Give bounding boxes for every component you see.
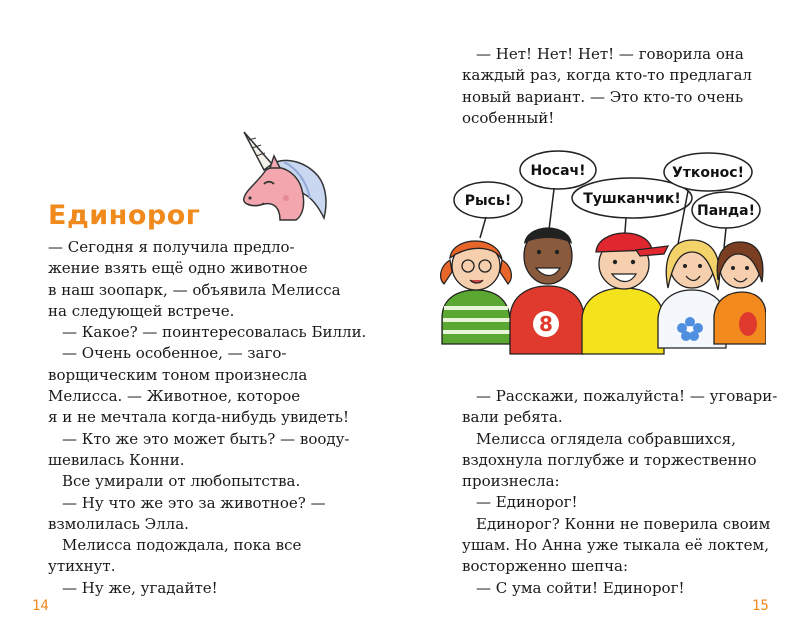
kid-5 [714,242,766,344]
bubble-text-3: Тушканчик! [583,191,681,207]
left-body-text [48,237,366,599]
left-text-line: на следующей встрече. [48,301,235,320]
right-bottom-text-line: — С ума сойти! Единорог! [476,578,685,597]
right-page-number: 15 [752,598,769,614]
left-text-line: я и не мечтала когда-нибудь увидеть! [48,408,349,427]
left-page-number: 14 [32,598,49,614]
right-bottom-text-line: восторженно шепча: [462,557,629,576]
right-bottom-text-line: ушам. Но Анна уже тыкала её локтем, [462,536,769,555]
left-text-line: шевилась Конни. [48,450,185,469]
speech-bubble-lynx [454,182,522,238]
right-bottom-text-line: вали ребята. [462,408,563,427]
left-text-line: Мелисса подождала, пока все [62,536,302,555]
left-text-line: утихнут. [48,557,116,576]
left-text-line: ворщическим тоном произнесла [48,365,308,384]
left-text-line: жение взять ещё одно животное [48,259,308,278]
left-text-line: — Очень особенное, — заго- [62,344,287,363]
bubble-text-4: Утконос! [671,165,745,181]
left-text-line: — Какое? — поинтересовалась Билли. [62,323,367,342]
right-bottom-text-line: произнесла: [462,472,560,491]
right-top-text-line: новый вариант. — Это кто-то очень [462,87,744,106]
speech-bubble-panda [692,192,760,248]
right-top-text [462,44,752,129]
right-bottom-text-line: вздохнула поглубже и торжественно [462,450,757,469]
right-bottom-text-line: — Единорог! [476,493,578,512]
chapter-title: Единорог [48,200,201,231]
kid-1 [441,241,512,344]
right-bottom-text-line: Единорог? Конни не поверила своим [476,514,771,533]
left-text-line: — Ну же, угадайте! [62,578,218,597]
unicorn-illustration [234,128,334,224]
shirt-number: 8 [539,312,553,336]
left-text-line: Мелисса. — Животное, которое [48,387,301,406]
right-bottom-text [462,386,777,599]
left-text-line: в наш зоопарк, — объявила Мелисса [48,280,341,299]
right-top-text-line: — Нет! Нет! Нет! — говорила она [476,45,744,63]
kids-illustration [436,148,766,358]
left-text-line: Все умирали от любопытства. [62,472,301,491]
right-page [400,0,800,640]
right-top-text-line: особенный! [462,108,555,127]
right-top-text-line: каждый раз, когда кто-то предлагал [462,66,752,85]
bubble-text-5: Панда! [697,203,755,219]
left-text-line: взмолилась Элла. [48,514,189,533]
right-bottom-text-line: — Расскажи, пожалуйста! — уговари- [476,387,778,405]
right-bottom-text-line: Мелисса оглядела собравшихся, [476,429,736,448]
kid-3 [582,233,668,354]
kid-2 [510,228,584,355]
left-text-line: — Ну что же это за животное? — [62,493,326,512]
left-text-line: — Сегодня я получила предло- [48,238,295,256]
bubble-text-1: Рысь! [464,193,512,209]
bubble-text-2: Носач! [530,163,586,179]
left-text-line: — Кто же это может быть? — вооду- [62,429,350,448]
